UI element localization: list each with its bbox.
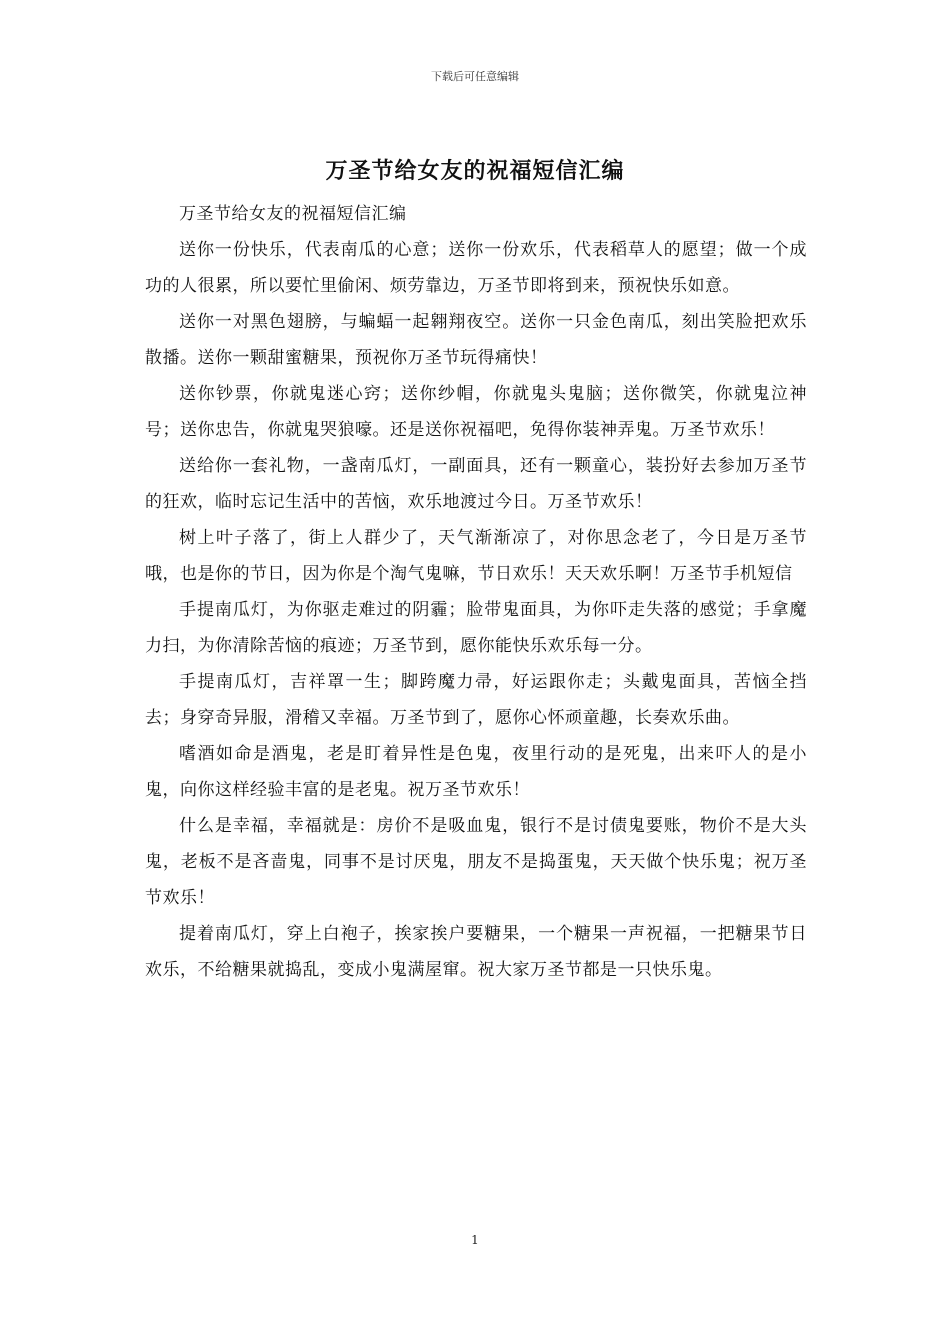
page-number: 1 bbox=[471, 1233, 479, 1247]
header-note: 下载后可任意编辑 bbox=[431, 70, 519, 83]
paragraph: 万圣节给女友的祝福短信汇编 bbox=[179, 204, 407, 224]
paragraph: 送给你一套礼物，一盏南瓜灯，一副面具，还有一颗童心，装扮好去参加万圣节的狂欢，临时忘记生活中的苦恼，欢乐地渡过今日。万圣节欢乐！ bbox=[145, 456, 807, 512]
paragraph: 送你一份快乐，代表南瓜的心意；送你一份欢乐，代表稻草人的愿望；做一个成功的人很累，所以要忙里偷闲、烦劳靠边，万圣节即将到来，预祝快乐如意。 bbox=[145, 240, 807, 296]
paragraph: 手提南瓜灯，为你驱走难过的阴霾；脸带鬼面具，为你吓走失落的感觉；手拿魔力扫，为你清除苦恼的痕迹；万圣节到，愿你能快乐欢乐每一分。 bbox=[145, 600, 807, 656]
paragraph: 什么是幸福，幸福就是：房价不是吸血鬼，银行不是讨债鬼要账，物价不是大头鬼，老板不是吝啬鬼，同事不是讨厌鬼，朋友不是捣蛋鬼，天天做个快乐鬼；祝万圣节欢乐！ bbox=[145, 816, 807, 908]
paragraph: 提着南瓜灯，穿上白袍子，挨家挨户要糖果，一个糖果一声祝福，一把糖果节日欢乐，不给糖果就捣乱，变成小鬼满屋窜。祝大家万圣节都是一只快乐鬼。 bbox=[145, 924, 807, 980]
document-title: 万圣节给女友的祝福短信汇编 bbox=[325, 158, 625, 184]
document-body bbox=[145, 196, 807, 988]
paragraph: 送你一对黑色翅膀，与蝙蝠一起翱翔夜空。送你一只金色南瓜，刻出笑脸把欢乐散播。送你一颗甜蜜糖果，预祝你万圣节玩得痛快！ bbox=[145, 312, 807, 368]
paragraph: 送你钞票，你就鬼迷心窍；送你纱帽，你就鬼头鬼脑；送你微笑，你就鬼泣神号；送你忠告，你就鬼哭狼嚎。还是送你祝福吧，免得你装神弄鬼。万圣节欢乐！ bbox=[145, 384, 807, 440]
paragraph: 树上叶子落了，街上人群少了，天气渐渐凉了，对你思念老了，今日是万圣节哦，也是你的节日，因为你是个淘气鬼嘛，节日欢乐！天天欢乐啊！万圣节手机短信 bbox=[145, 528, 807, 584]
paragraph: 手提南瓜灯，吉祥罩一生；脚跨魔力帚，好运跟你走；头戴鬼面具，苦恼全挡去；身穿奇异服，滑稽又幸福。万圣节到了，愿你心怀顽童趣，长奏欢乐曲。 bbox=[145, 672, 807, 728]
paragraph: 嗜酒如命是酒鬼，老是盯着异性是色鬼，夜里行动的是死鬼，出来吓人的是小鬼，向你这样经验丰富的是老鬼。祝万圣节欢乐！ bbox=[145, 744, 807, 800]
